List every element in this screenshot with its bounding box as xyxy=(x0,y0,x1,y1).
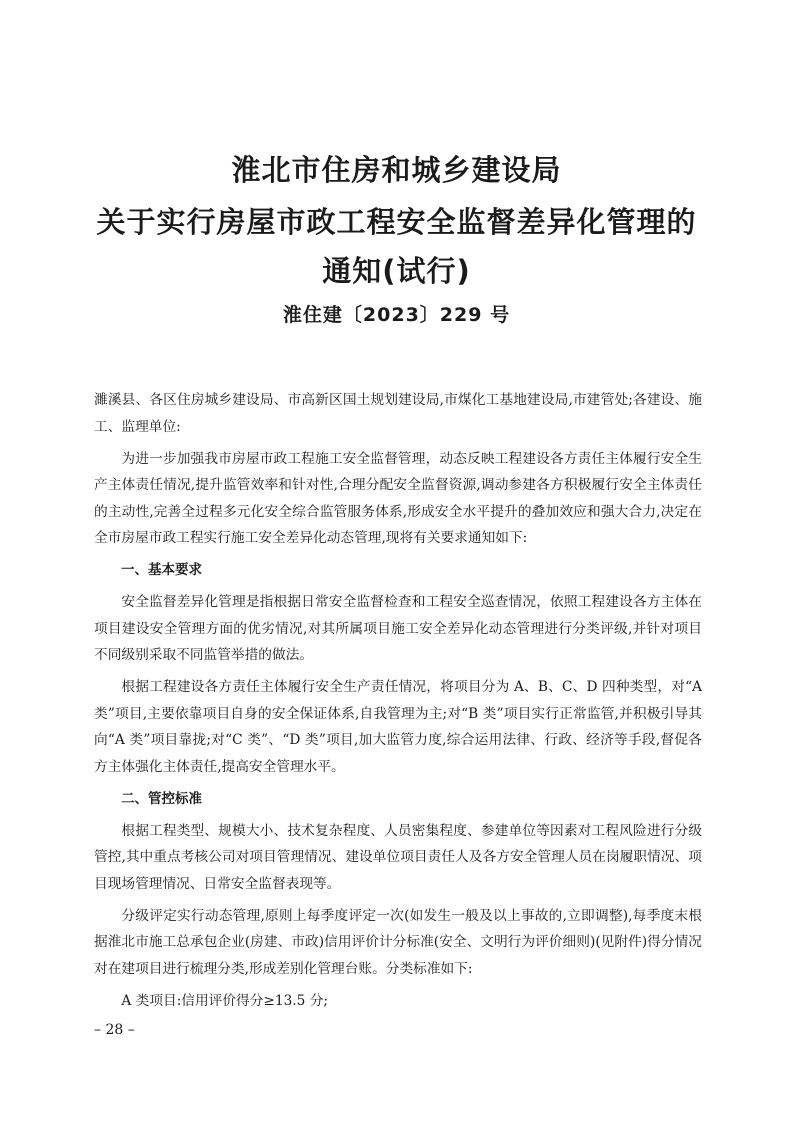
document-title-line-2: 关于实行房屋市政工程安全监督差异化管理的 xyxy=(96,205,697,239)
document-number: 淮住建〔2023〕229 号 xyxy=(282,304,511,326)
document-title-line-1: 淮北市住房和城乡建设局 xyxy=(231,153,562,187)
paragraph-dynamic-management: 分级评定实行动态管理,原则上每季度评定一次(如发生一般及以上事故的,立即调整),每季度末根据淮北市施工总承包企业(房建、市政)信用评价计分标准(安全、文明行为评价细则)(见附件)得分情况对在建项目进行梳理分类,形成差别化管理台账。分类标准如下: xyxy=(94,907,702,977)
class-a-criterion: A 类项目:信用评价得分≥13.5 分; xyxy=(121,992,329,1009)
section-heading-basic-requirements: 一、基本要求 xyxy=(121,562,202,578)
page-number: – 28 – xyxy=(94,1022,135,1038)
section-heading-control-standards: 二、管控标准 xyxy=(121,790,202,807)
paragraph-classification: 根据工程建设各方责任主体履行安全生产责任情况，将项目分为 A、B、C、D 四种类型，对“A 类”项目,主要依靠项目自身的安全保证体系,自我管理为主;对“B 类”项目实行正常监管,并积极引导其向“A 类”项目靠拢;对“C 类”、“D 类”项目,加大监管力度,综合运用法律、行政、经济等手段,督促各方主体强化主体责任,提高安全管理水平。 xyxy=(94,679,702,775)
addressee: 濉溪县、各区住房城乡建设局、市高新区国土规划建设局,市煤化工基地建设局,市建管处;各建设、施工、监理单位: xyxy=(94,392,702,435)
paragraph-definition: 安全监督差异化管理是指根据日常安全监督检查和工程安全巡查情况，依照工程建设各方主体在项目建设安全管理方面的优劣情况,对其所属项目施工安全差异化动态管理进行分类评级,并针对项目不同级别采取不同监管举措的做法。 xyxy=(94,594,702,663)
paragraph-risk-grading: 根据工程类型、规模大小、技术复杂程度、人员密集程度、参建单位等因素对工程风险进行分级管控,其中重点考核公司对项目管理情况、建设单位项目责任人及各方安全管理人员在岗履职情况、项目现场管理情况、日常安全监督表现等。 xyxy=(94,822,702,892)
document-title-line-3: 通知(试行) xyxy=(322,254,471,288)
intro-paragraph: 为进一步加强我市房屋市政工程施工安全监督管理，动态反映工程建设各方责任主体履行安全生产主体责任情况,提升监管效率和针对性,合理分配安全监督资源,调动参建各方积极履行安全主体责任的主动性,完善全过程多元化安全综合监管服务体系,形成安全水平提升的叠加效应和强大合力,决定在全市房屋市政工程实行施工安全差异化动态管理,现将有关要求通知如下: xyxy=(94,450,702,546)
document-body xyxy=(94,387,702,1020)
